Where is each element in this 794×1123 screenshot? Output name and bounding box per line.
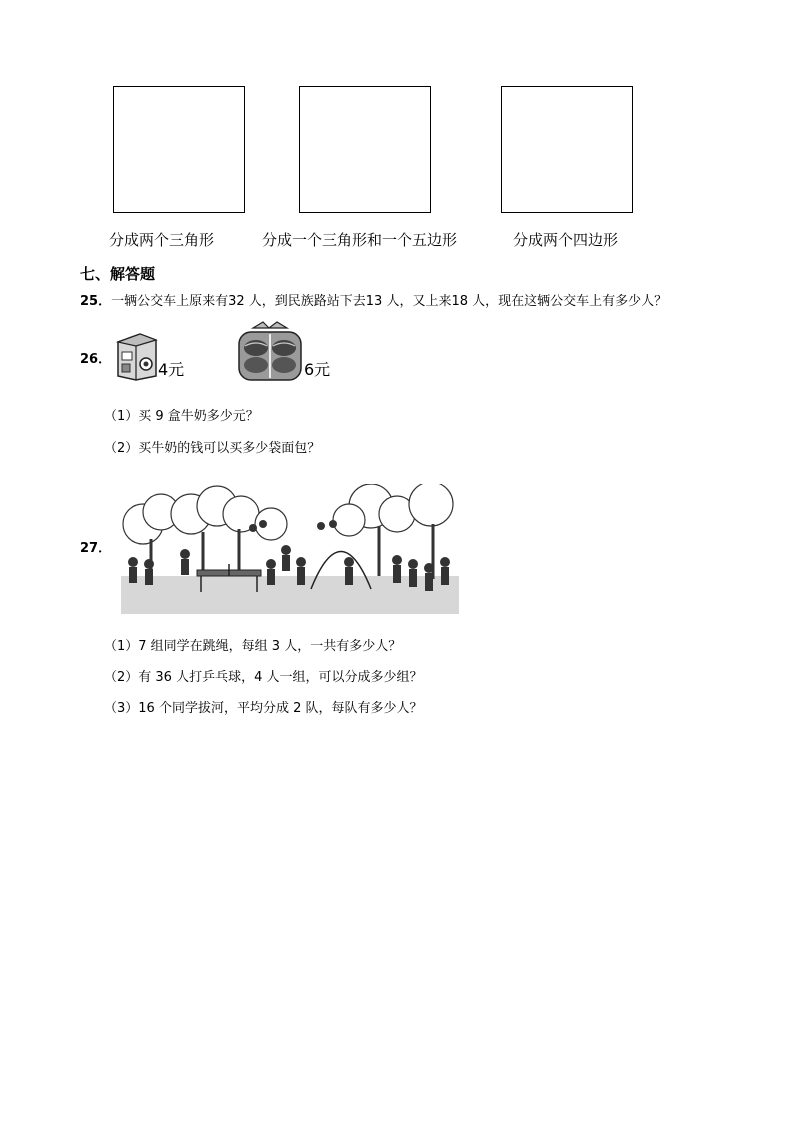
bread-bag-image	[233, 320, 307, 386]
question-27-sub-3: （3）16 个同学拔河，平均分成 2 队，每队有多少人？	[104, 701, 423, 716]
playground-scene-image	[121, 484, 459, 614]
square-1	[113, 86, 245, 213]
question-25-number: 25．	[80, 294, 112, 309]
square-3	[501, 86, 633, 213]
milk-box-image	[112, 330, 160, 382]
question-25-text: 一辆公交车上原来有32 人，到民族路站下去13 人，又上来18 人，现在这辆公交车上有多少人？	[111, 294, 668, 309]
question-26-number: 26．	[80, 352, 112, 367]
square-3-label: 分成两个四边形	[513, 231, 619, 249]
question-26-sub-2: （2）买牛奶的钱可以买多少袋面包？	[104, 441, 321, 456]
square-1-label: 分成两个三角形	[109, 231, 215, 249]
question-25	[80, 290, 667, 309]
question-26-sub-1: （1）买 9 盒牛奶多少元？	[104, 409, 259, 424]
question-27-sub-2: （2）有 36 人打乒乓球，4 人一组，可以分成多少组？	[104, 670, 423, 685]
bread-price: 6元	[304, 360, 331, 379]
milk-price: 4元	[158, 360, 185, 379]
square-2	[299, 86, 431, 213]
question-27-sub-1: （1）7 组同学在跳绳，每组 3 人，一共有多少人？	[104, 639, 402, 654]
section-title: 七、解答题	[80, 265, 156, 283]
square-2-label: 分成一个三角形和一个五边形	[262, 231, 458, 249]
question-27-number: 27．	[80, 541, 112, 556]
